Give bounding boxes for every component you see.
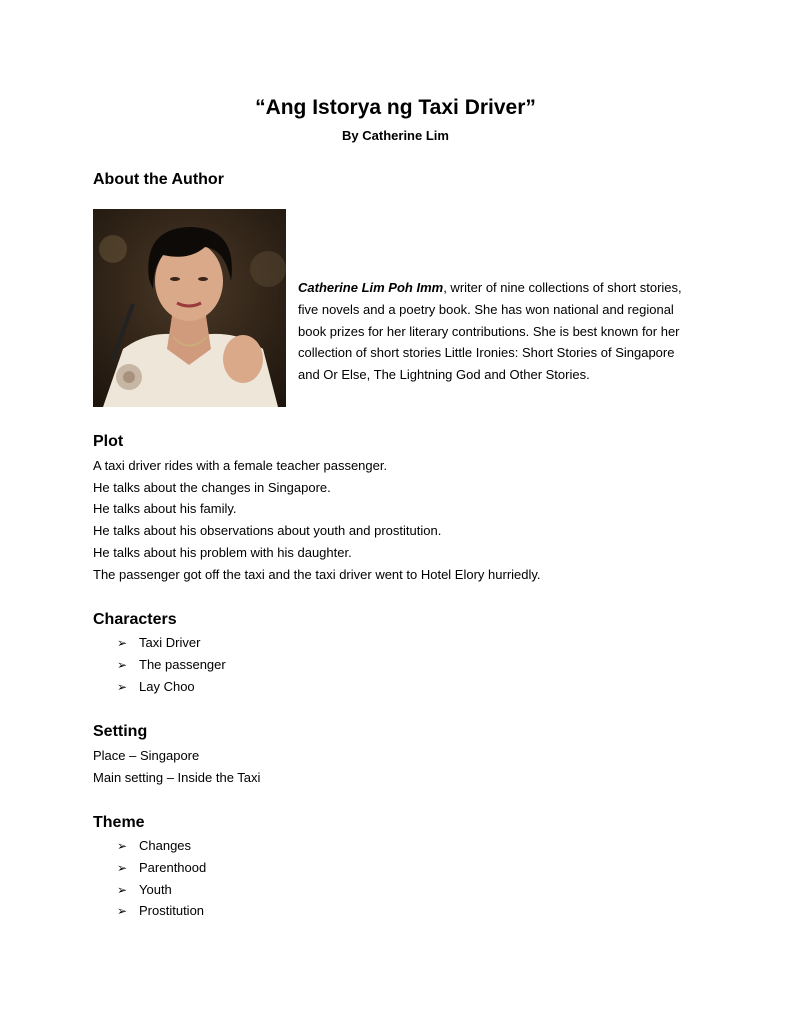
arrow-bullet-icon: ➢ bbox=[117, 904, 128, 919]
plot-line: He talks about his problem with his daughter. bbox=[93, 545, 352, 560]
setting-line: Place – Singapore bbox=[93, 748, 200, 763]
list-item: ➢ Taxi Driver bbox=[117, 632, 226, 654]
author-portrait-image bbox=[93, 209, 286, 407]
list-item: ➢ Changes bbox=[117, 835, 206, 857]
arrow-bullet-icon: ➢ bbox=[117, 839, 128, 853]
characters-heading: Characters bbox=[93, 611, 177, 628]
list-item: ➢ Prostitution bbox=[117, 900, 206, 922]
document-byline: By Catherine Lim bbox=[342, 128, 449, 143]
author-name: Catherine Lim Poh Imm bbox=[298, 280, 444, 295]
author-bio-text: , writer of nine collections of short stories, five novels and a poetry book. She has won national and regional book prizes for her literary contributions. She is best known for her collection of short stories Little Ironies: Short Stories of Singapore and Or Else, The Lightning God and Other Stories. bbox=[298, 280, 682, 383]
plot-line: He talks about the changes in Singapore. bbox=[93, 480, 331, 495]
plot-line: A taxi driver rides with a female teacher passenger. bbox=[93, 458, 388, 473]
plot-line: The passenger got off the taxi and the taxi driver went to Hotel Elory hurriedly. bbox=[93, 567, 541, 582]
theme-heading: Theme bbox=[93, 814, 145, 831]
arrow-bullet-icon: ➢ bbox=[117, 860, 128, 875]
list-item: ➢ The passenger bbox=[117, 654, 226, 676]
setting-heading: Setting bbox=[93, 723, 148, 740]
author-bio bbox=[298, 277, 698, 386]
arrow-bullet-icon: ➢ bbox=[117, 679, 128, 694]
plot-line: He talks about his observations about youth and prostitution. bbox=[93, 523, 442, 538]
arrow-bullet-icon: ➢ bbox=[117, 636, 128, 650]
document-title: “Ang Istorya ng Taxi Driver” bbox=[255, 96, 536, 119]
theme-list bbox=[117, 835, 206, 922]
list-item: ➢ Youth bbox=[117, 879, 206, 901]
plot-heading: Plot bbox=[93, 433, 124, 450]
plot-line: He talks about his family. bbox=[93, 501, 237, 516]
characters-list bbox=[117, 632, 226, 697]
author-photo bbox=[93, 209, 286, 407]
about-author-heading: About the Author bbox=[93, 171, 224, 188]
setting-line: Main setting – Inside the Taxi bbox=[93, 770, 261, 785]
list-item: ➢ Parenthood bbox=[117, 857, 206, 879]
arrow-bullet-icon: ➢ bbox=[117, 657, 128, 672]
list-item: ➢ Lay Choo bbox=[117, 676, 226, 698]
arrow-bullet-icon: ➢ bbox=[117, 882, 128, 897]
